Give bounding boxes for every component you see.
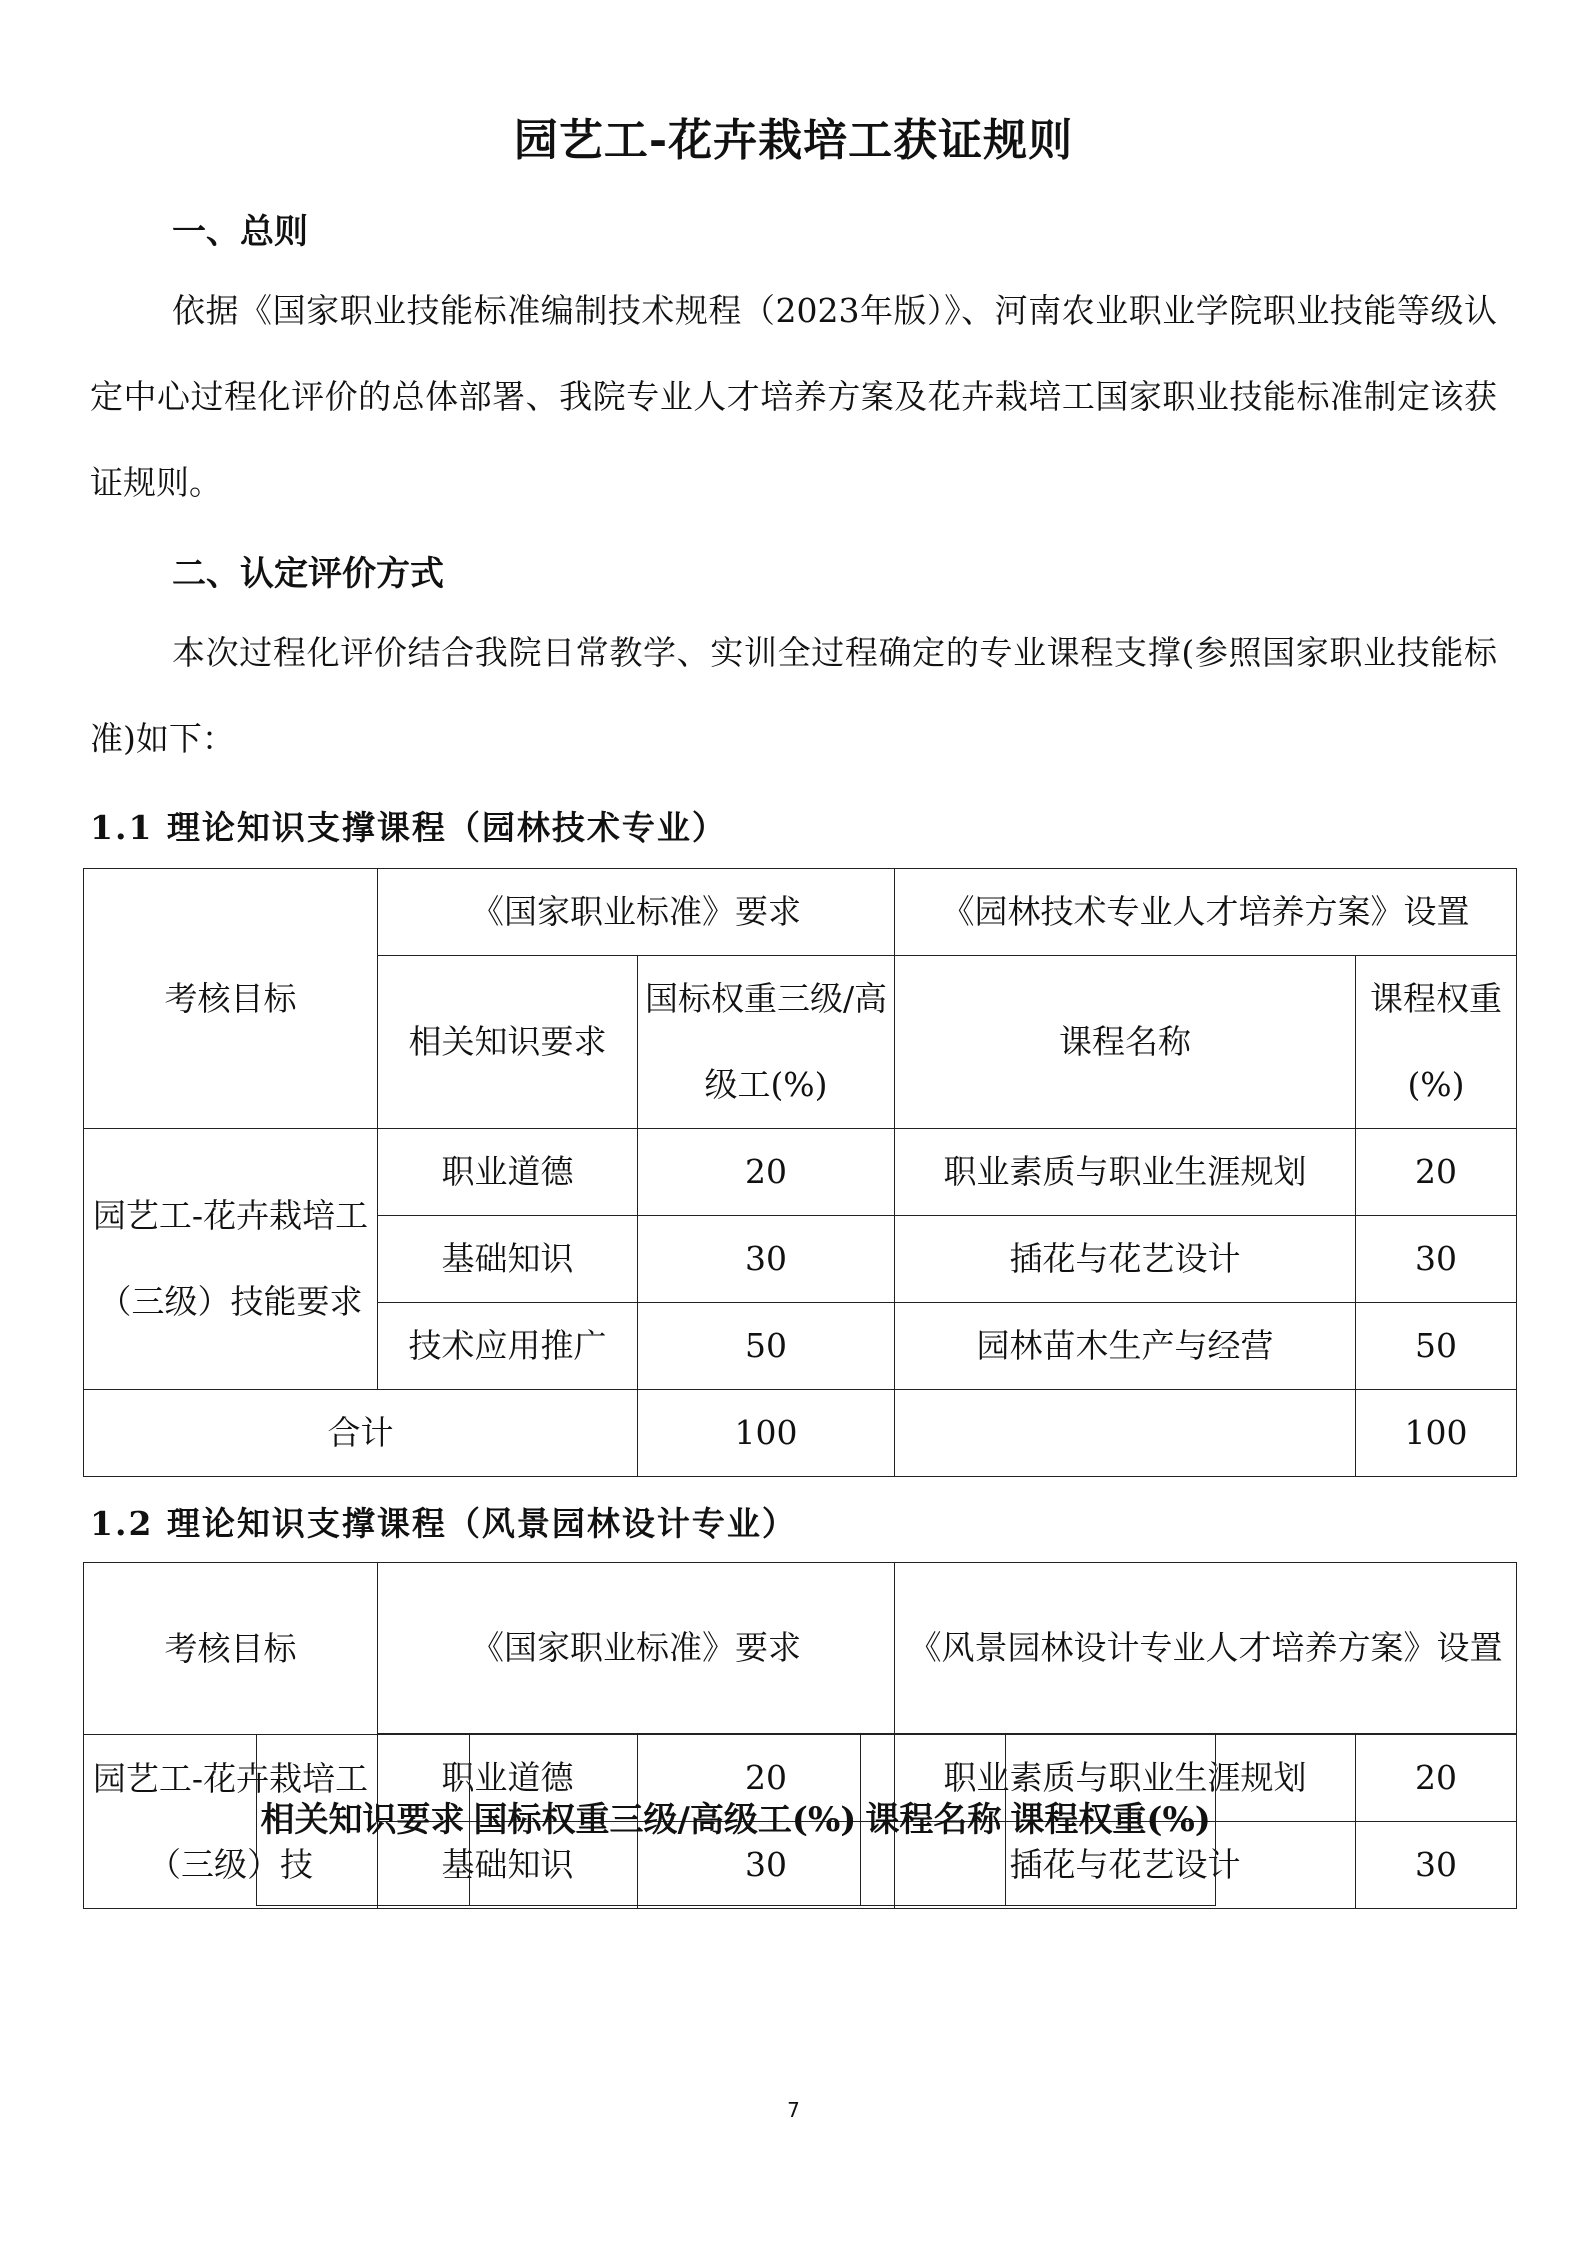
table-caption-1: 1.1 理论知识支撑课程（园林技术专业）	[90, 808, 727, 847]
table-cell: 基础知识	[378, 1822, 638, 1909]
total-course-weight: 100	[1356, 1390, 1517, 1477]
table-cell: 50	[1356, 1303, 1517, 1390]
header-weight: 国标权重三级/高级工(%)	[638, 956, 895, 1129]
header-target: 考核目标	[84, 1563, 378, 1735]
section-paragraph-evaluation: 本次过程化评价结合我院日常教学、实训全过程确定的专业课程支撑(参照国家职业技能标准)如下：	[90, 633, 1497, 758]
table-cell: 基础知识	[378, 1216, 638, 1303]
table-cell: 30	[638, 1216, 895, 1303]
table-cell: 20	[638, 1129, 895, 1216]
header-target: 考核目标	[84, 869, 378, 1129]
table-cell: 职业素质与职业生涯规划	[895, 1129, 1356, 1216]
section-paragraph-general: 依据《国家职业技能标准编制技术规程（2023年版）》、河南农业职业学院职业技能等级认定中心过程化评价的总体部署、我院专业人才培养方案及花卉栽培工国家职业技能标准制定该获证规则。	[90, 291, 1497, 502]
group-label: 园艺工-花卉栽培工（三级）技	[84, 1735, 378, 1909]
total-course	[895, 1390, 1356, 1477]
table-cell: 插花与花艺设计	[895, 1216, 1356, 1303]
table-cell: 30	[638, 1822, 895, 1909]
table-cell: 20	[638, 1735, 895, 1822]
course-table-2	[83, 1562, 1517, 1909]
header-course: 课程名称	[861, 1735, 1006, 1906]
header-program: 《园林技术专业人才培养方案》设置	[895, 869, 1517, 956]
table-cell: 20	[1356, 1735, 1517, 1822]
table-cell: 职业道德	[378, 1735, 638, 1822]
header-national: 《国家职业标准》要求	[378, 1563, 895, 1734]
header-course-weight: 课程权重(%)	[1356, 956, 1517, 1129]
section-heading-evaluation: 二、认定评价方式	[172, 554, 444, 594]
table-cell: 技术应用推广	[378, 1303, 638, 1390]
header-course-weight: 课程权重(%)	[1006, 1735, 1215, 1906]
table-cell: 20	[1356, 1129, 1517, 1216]
course-table-1	[83, 868, 1517, 1477]
page-number: 7	[787, 2098, 800, 2122]
group-label: 园艺工-花卉栽培工（三级）技能要求	[84, 1129, 378, 1390]
total-label: 合计	[84, 1390, 638, 1477]
section-heading-general: 一、总则	[172, 212, 308, 252]
table-cell: 30	[1356, 1216, 1517, 1303]
table-cell: 园林苗木生产与经营	[895, 1303, 1356, 1390]
total-weight: 100	[638, 1390, 895, 1477]
header-knowledge: 相关知识要求	[378, 956, 638, 1129]
table-cell: 50	[638, 1303, 895, 1390]
table-cell: 职业素质与职业生涯规划	[895, 1735, 1356, 1822]
page-title: 园艺工-花卉栽培工获证规则	[513, 115, 1074, 166]
header-program: 《风景园林设计专业人才培养方案》设置	[895, 1563, 1517, 1734]
table-cell: 30	[1356, 1822, 1517, 1909]
table-caption-2: 1.2 理论知识支撑课程（风景园林设计专业）	[90, 1504, 797, 1543]
table-cell: 职业道德	[378, 1129, 638, 1216]
header-national: 《国家职业标准》要求	[378, 869, 895, 956]
header-knowledge: 相关知识要求	[256, 1735, 469, 1906]
table-cell: 插花与花艺设计	[895, 1822, 1356, 1909]
header-weight: 国标权重三级/高级工(%)	[469, 1735, 861, 1906]
header-course: 课程名称	[895, 956, 1356, 1129]
